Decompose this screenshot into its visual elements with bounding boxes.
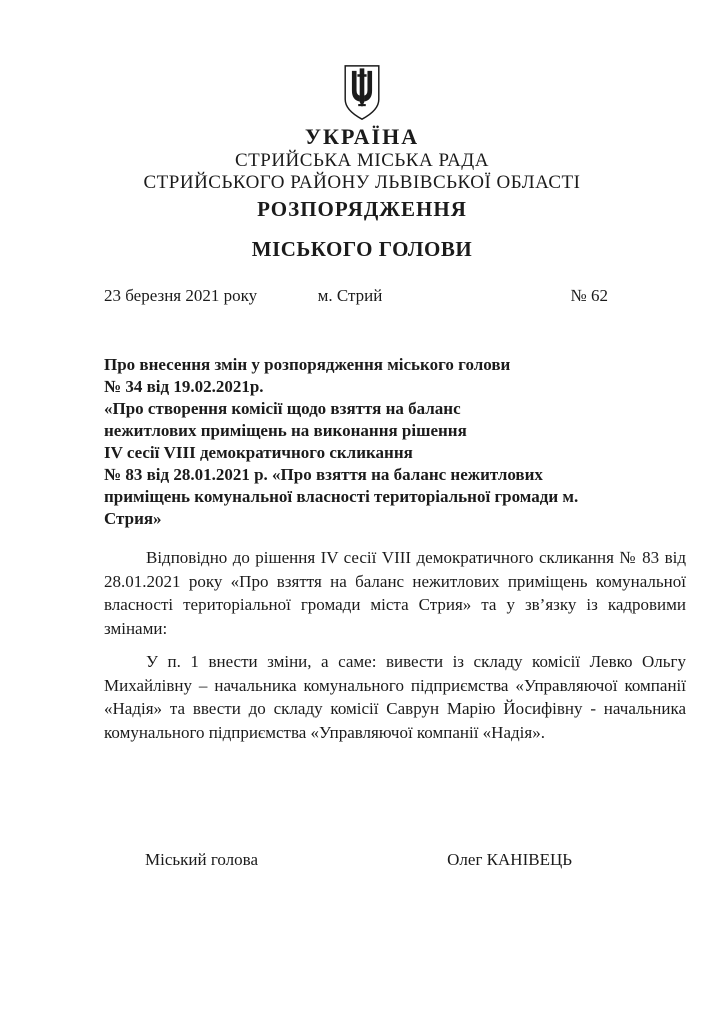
subject-line: приміщень комунальної власності територіальної громади м. Стрия»: [104, 487, 579, 528]
meta-row: [104, 286, 686, 306]
body-paragraph-2: У п. 1 внести зміни, а саме: вивести із складу комісії Левко Ольгу Михайлівну – начальника комунального підприємства «Управляючої компанії «Надія» та ввести до складу комісії Саврун Марію Йосифівну - начальника комунального підприємства «Управляючої компанії «Надія».: [104, 652, 686, 742]
document-date: 23 березня 2021 року: [104, 286, 258, 305]
subject-line: № 83 від 28.01.2021 р. «Про взяття на баланс нежитлових: [104, 465, 543, 484]
country-name: УКРАЇНА: [304, 124, 420, 149]
document-type-title: РОЗПОРЯДЖЕННЯ: [257, 197, 467, 221]
subject-line: Про внесення змін у розпорядження міського голови: [104, 355, 511, 374]
document-number: № 62: [570, 286, 608, 305]
subject-line: нежитлових приміщень на виконання рішення: [104, 421, 467, 440]
body-paragraph-1: Відповідно до рішення IV сесії VIII демократичного скликання № 83 від 28.01.2021 року «Про взяття на баланс нежитлових приміщень комунальної власності територіальної громади міста Стрия» та у зв’язку із кадровими змінами:: [104, 548, 686, 638]
subject-line: № 34 від 19.02.2021р.: [104, 377, 264, 396]
tryzub-icon: [341, 64, 383, 121]
subject-block: [104, 354, 604, 530]
subject-line: IV сесії VIII демократичного скликання: [104, 443, 413, 462]
signatory-title: Міський голова: [145, 850, 258, 869]
signature-row: [145, 850, 572, 870]
subject-line: «Про створення комісії щодо взяття на баланс: [104, 399, 461, 418]
coat-of-arms: [0, 0, 724, 121]
signatory-name: Олег КАНІВЕЦЬ: [447, 850, 572, 869]
council-name-line2: СТРИЙСЬКОГО РАЙОНУ ЛЬВІВСЬКОЇ ОБЛАСТІ: [143, 172, 581, 193]
council-name-line1: СТРИЙСЬКА МІСЬКА РАДА: [234, 150, 489, 171]
document-author-title: МІСЬКОГО ГОЛОВИ: [251, 237, 473, 261]
document-place: м. Стрий: [317, 286, 383, 305]
